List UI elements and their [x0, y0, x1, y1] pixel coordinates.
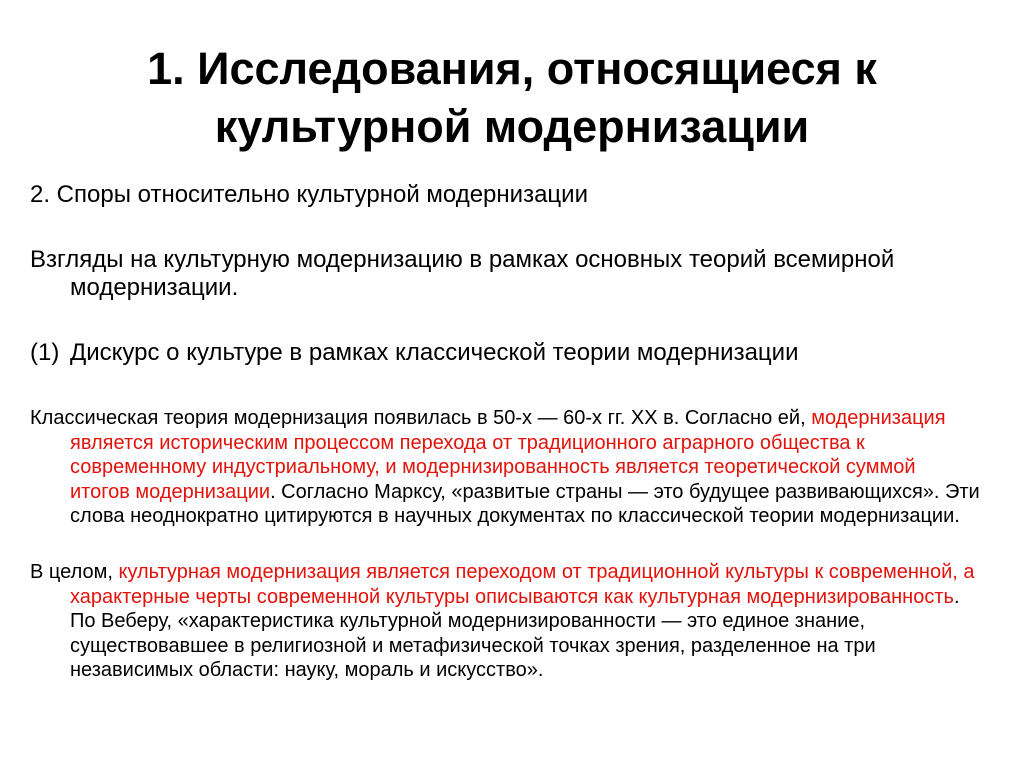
subheading: 2. Споры относительно культурной модернизации: [30, 181, 588, 208]
slide-title: [40, 40, 984, 156]
slide-title-line-2: культурной модернизации: [214, 101, 810, 152]
paragraph-classical-theory-intro: Классическая теория модернизация появилась в 50-х — 60-х гг. XX в. Согласно ей,: [30, 407, 812, 429]
paragraph-cultural-modernization-intro: В целом,: [30, 561, 119, 583]
paragraph-cultural-modernization: [30, 560, 980, 683]
paragraph-cultural-modernization-highlight: культурная модернизация является переходом от традиционной культуры к современной, а характерные черты современной культуры описываются как культурная модернизированность: [70, 561, 975, 608]
numbered-item-number: (1): [30, 339, 60, 366]
paragraph-classical-theory-highlight: модернизация является историческим процессом перехода от традиционного аграрного общества к современному индустриальному, и модернизированность является теоретической суммой итогов модернизации: [70, 407, 946, 503]
numbered-item: [30, 338, 970, 368]
slide-title-line-1: 1. Исследования, относящиеся к: [147, 43, 877, 94]
paragraph-cultural-modernization-rest: . По Веберу, «характеристика культурной модернизированности — это единое знание, существовавшее в религиозной и метафизической точках зрения, разделенное на три независимых области: науку, мораль и искусство».: [70, 585, 960, 681]
paragraph-classical-theory-rest: . Согласно Марксу, «развитые страны — это будущее развивающихся». Эти слова неоднократно цитируются в научных документах по классической теории модернизации.: [70, 480, 980, 527]
numbered-item-text: Дискурс о культуре в рамках классической теории модернизации: [70, 339, 799, 366]
views-statement: Взгляды на культурную модернизацию в рамках основных теорий всемирной модернизации.: [30, 246, 895, 301]
paragraph-classical-theory: [30, 406, 980, 529]
